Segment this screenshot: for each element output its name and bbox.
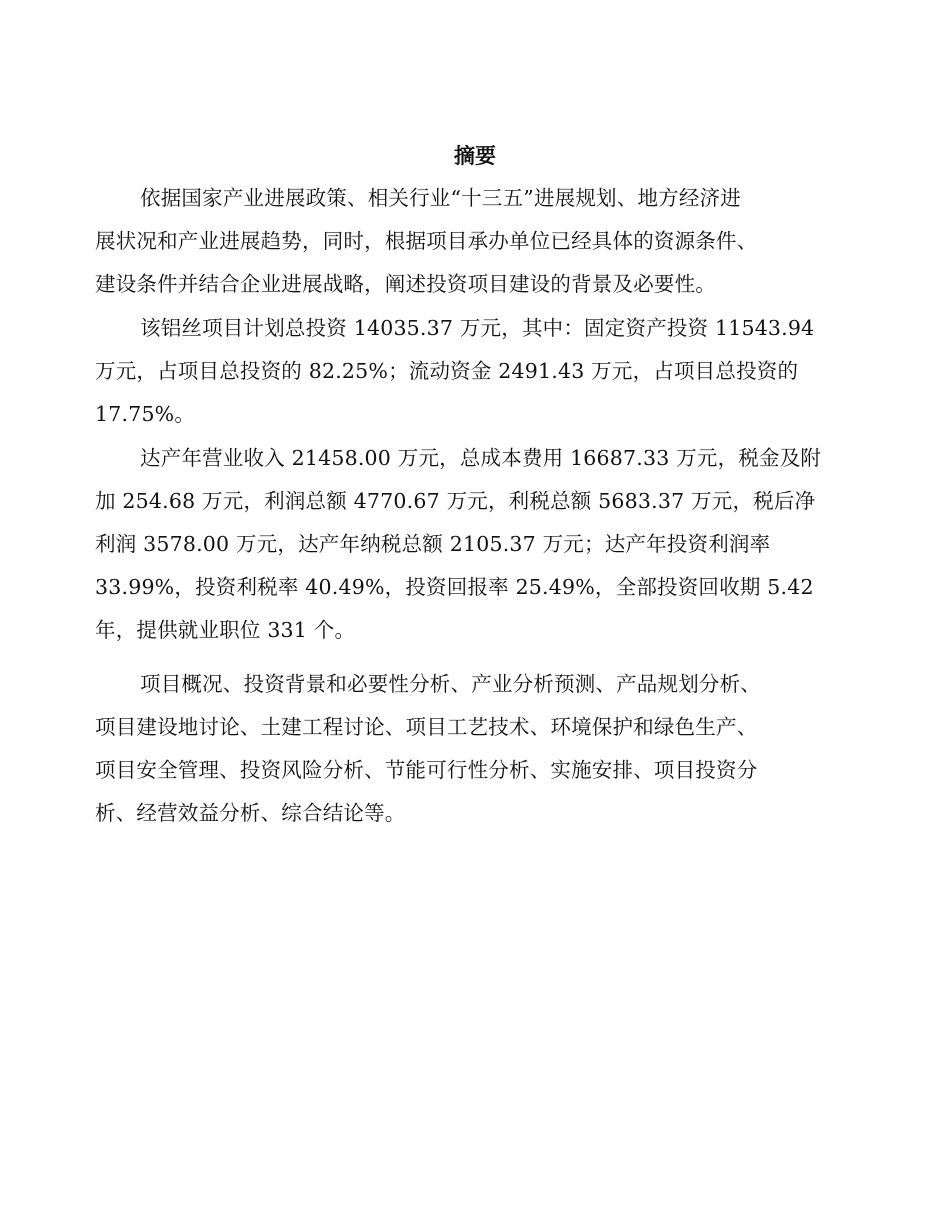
text-line: 展状况和产业进展趋势，同时，根据项目承办单位已经具体的资源条件、 — [95, 229, 758, 253]
text-line: 17.75%。 — [95, 402, 196, 426]
text-line: 依据国家产业进展政策、相关行业“十三五”进展规划、地方经济进 — [140, 186, 741, 210]
text-line: 该铝丝项目计划总投资 14035.37 万元，其中：固定资产投资 11543.94 — [140, 316, 815, 340]
text-line: 33.99%，投资利税率 40.49%，投资回报率 25.49%，全部投资回收期 5.42 — [95, 575, 814, 599]
text-line: 项目安全管理、投资风险分析、节能可行性分析、实施安排、项目投资分 — [95, 758, 758, 782]
document-title: 摘要 — [454, 144, 496, 168]
text-line: 达产年营业收入 21458.00 万元，总成本费用 16687.33 万元，税金及附 — [140, 446, 822, 470]
text-line: 项目概况、投资背景和必要性分析、产业分析预测、产品规划分析、 — [140, 672, 761, 696]
text-line: 项目建设地讨论、土建工程讨论、项目工艺技术、环境保护和绿色生产、 — [95, 715, 758, 739]
text-line: 年，提供就业职位 331 个。 — [95, 618, 356, 642]
text-line: 析、经营效益分析、综合结论等。 — [95, 801, 406, 825]
text-line: 加 254.68 万元，利润总额 4770.67 万元，利税总额 5683.37 万元，税后净 — [95, 489, 816, 513]
text-line: 建设条件并结合企业进展战略，阐述投资项目建设的背景及必要性。 — [95, 272, 716, 296]
text-line: 万元，占项目总投资的 82.25%；流动资金 2491.43 万元，占项目总投资的 — [95, 359, 799, 383]
text-line: 利润 3578.00 万元，达产年纳税总额 2105.37 万元；达产年投资利润率 — [95, 532, 771, 556]
